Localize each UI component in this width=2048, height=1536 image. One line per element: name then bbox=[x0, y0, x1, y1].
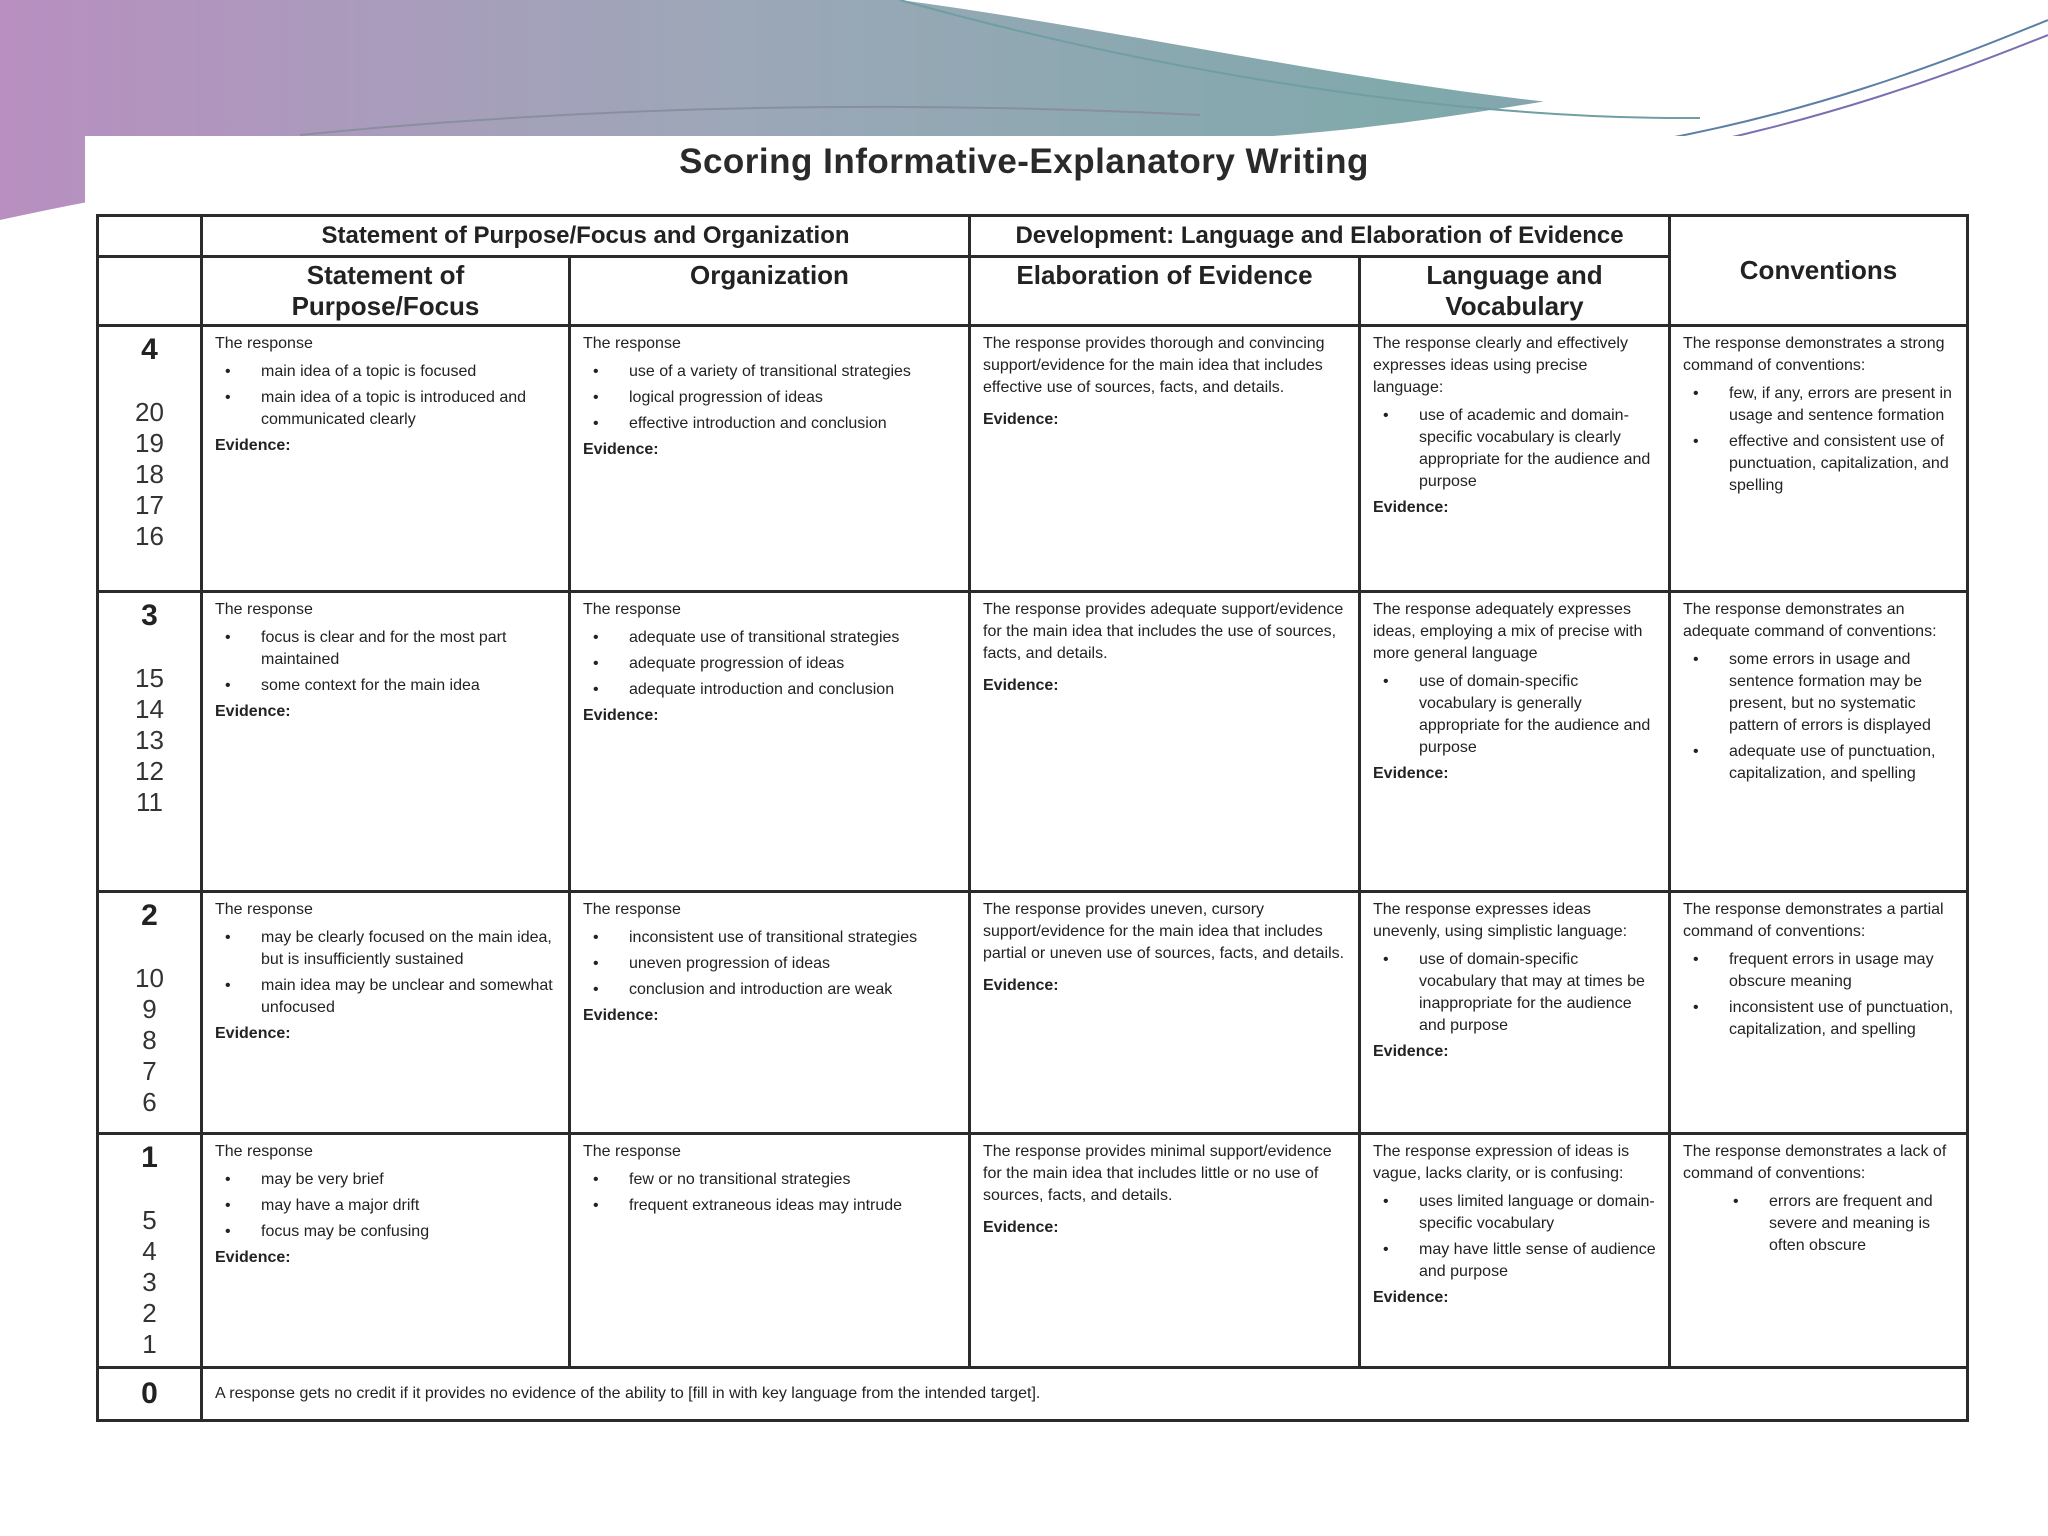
conventions-cell bbox=[1670, 326, 1968, 592]
elaboration-cell bbox=[970, 326, 1360, 592]
bullet-list bbox=[1373, 949, 1656, 1037]
cell-lead: The response bbox=[583, 335, 681, 352]
list-item: • adequate use of transitional strategies bbox=[583, 627, 956, 649]
cell-lead: The response provides adequate support/evidence for the main idea that includes the use of sources, facts, and details. bbox=[983, 601, 1344, 662]
evidence-label: Evidence: bbox=[1373, 1289, 1449, 1306]
list-item: • some context for the main idea bbox=[215, 675, 556, 697]
column-header-elaboration: Elaboration of Evidence bbox=[970, 257, 1360, 326]
elaboration-cell bbox=[970, 892, 1360, 1134]
score-cell bbox=[98, 892, 202, 1134]
column-header-conventions: Conventions bbox=[1670, 216, 1968, 326]
cell-lead: The response adequately expresses ideas, employing a mix of precise with more general language bbox=[1373, 601, 1643, 662]
cell-lead: The response demonstrates a lack of command of conventions: bbox=[1683, 1143, 1947, 1182]
purpose-cell bbox=[202, 326, 570, 592]
point-value: 15 bbox=[135, 663, 164, 693]
table-row bbox=[98, 326, 1968, 592]
bullet-list bbox=[1683, 949, 1954, 1041]
point-value: 10 bbox=[135, 963, 164, 993]
score-cell bbox=[98, 326, 202, 592]
score-value: 4 bbox=[141, 333, 158, 366]
list-item: • may have a major drift bbox=[215, 1195, 556, 1217]
point-value: 14 bbox=[135, 694, 164, 724]
bullet-list bbox=[1683, 383, 1954, 497]
list-item: • use of a variety of transitional strategies bbox=[583, 361, 956, 383]
conventions-cell bbox=[1670, 892, 1968, 1134]
cell-lead: The response bbox=[215, 901, 313, 918]
list-item: • focus is clear and for the most part maintained bbox=[215, 627, 556, 671]
table-row bbox=[98, 592, 1968, 892]
list-item: • few or no transitional strategies bbox=[583, 1169, 956, 1191]
cell-lead: The response provides uneven, cursory support/evidence for the main idea that includes partial or uneven use of sources, facts, and details. bbox=[983, 901, 1345, 962]
evidence-label: Evidence: bbox=[1373, 765, 1449, 782]
purpose-cell bbox=[202, 592, 570, 892]
point-value: 19 bbox=[135, 428, 164, 458]
organization-cell bbox=[570, 892, 970, 1134]
list-item: • main idea of a topic is focused bbox=[215, 361, 556, 383]
evidence-label: Evidence: bbox=[983, 977, 1059, 994]
bullet-list bbox=[215, 361, 556, 431]
list-item: • uneven progression of ideas bbox=[583, 953, 956, 975]
point-value: 8 bbox=[142, 1025, 157, 1055]
point-value: 16 bbox=[135, 521, 164, 551]
list-item: • main idea may be unclear and somewhat unfocused bbox=[215, 975, 556, 1019]
organization-cell bbox=[570, 326, 970, 592]
evidence-label: Evidence: bbox=[983, 1219, 1059, 1236]
bullet-list bbox=[583, 1169, 956, 1217]
purpose-cell bbox=[202, 1134, 570, 1368]
list-item: • effective and consistent use of punctuation, capitalization, and spelling bbox=[1683, 431, 1954, 497]
list-item: • errors are frequent and severe and meaning is often obscure bbox=[1723, 1191, 1954, 1257]
list-item: • logical progression of ideas bbox=[583, 387, 956, 409]
cell-lead: The response clearly and effectively expresses ideas using precise language: bbox=[1373, 335, 1628, 396]
bullet-list bbox=[1683, 649, 1954, 785]
evidence-label: Evidence: bbox=[1373, 499, 1449, 516]
cell-lead: The response bbox=[583, 1143, 681, 1160]
point-value: 9 bbox=[142, 994, 157, 1024]
bullet-list bbox=[583, 627, 956, 701]
language-cell bbox=[1360, 326, 1670, 592]
point-value: 6 bbox=[142, 1087, 157, 1117]
elaboration-cell bbox=[970, 1134, 1360, 1368]
list-item: • some errors in usage and sentence formation may be present, but no systematic pattern of errors is displayed bbox=[1683, 649, 1954, 737]
list-item: • frequent extraneous ideas may intrude bbox=[583, 1195, 956, 1217]
scoring-rubric-table bbox=[96, 214, 1969, 1422]
point-value: 2 bbox=[142, 1298, 157, 1328]
cell-lead: The response bbox=[215, 335, 313, 352]
list-item: • use of academic and domain-specific vocabulary is clearly appropriate for the audience and purpose bbox=[1373, 405, 1656, 493]
organization-cell bbox=[570, 592, 970, 892]
cell-lead: The response demonstrates a strong command of conventions: bbox=[1683, 335, 1945, 374]
list-item: • use of domain-specific vocabulary that may at times be inappropriate for the audience and purpose bbox=[1373, 949, 1656, 1037]
list-item: • few, if any, errors are present in usage and sentence formation bbox=[1683, 383, 1954, 427]
score-value: 1 bbox=[141, 1141, 158, 1174]
list-item: • uses limited language or domain-specific vocabulary bbox=[1373, 1191, 1656, 1235]
cell-lead: The response provides minimal support/evidence for the main idea that includes little or no use of sources, facts, and details. bbox=[983, 1143, 1332, 1204]
list-item: • may be clearly focused on the main idea, but is insufficiently sustained bbox=[215, 927, 556, 971]
group-header-row bbox=[98, 216, 1968, 257]
evidence-label: Evidence: bbox=[583, 441, 659, 458]
conventions-cell bbox=[1670, 1134, 1968, 1368]
score-value: 2 bbox=[141, 899, 158, 932]
evidence-label: Evidence: bbox=[583, 707, 659, 724]
group-header-development: Development: Language and Elaboration of Evidence bbox=[970, 216, 1670, 257]
bullet-list bbox=[1373, 1191, 1656, 1283]
evidence-label: Evidence: bbox=[215, 1249, 291, 1266]
zero-score-description: A response gets no credit if it provides no evidence of the ability to [fill in with key language from the intended target]. bbox=[202, 1368, 1968, 1421]
cell-lead: The response bbox=[215, 601, 313, 618]
table-row bbox=[98, 1134, 1968, 1368]
elaboration-cell bbox=[970, 592, 1360, 892]
cell-lead: The response demonstrates a partial command of conventions: bbox=[1683, 901, 1944, 940]
cell-lead: The response expresses ideas unevenly, using simplistic language: bbox=[1373, 901, 1628, 940]
cell-lead: The response bbox=[215, 1143, 313, 1160]
score-cell bbox=[98, 1134, 202, 1368]
point-value: 4 bbox=[142, 1236, 157, 1266]
bullet-list bbox=[1373, 671, 1656, 759]
point-value: 20 bbox=[135, 397, 164, 427]
bullet-list bbox=[215, 627, 556, 697]
point-value: 7 bbox=[142, 1056, 157, 1086]
evidence-label: Evidence: bbox=[583, 1007, 659, 1024]
cell-lead: The response bbox=[583, 601, 681, 618]
evidence-label: Evidence: bbox=[215, 703, 291, 720]
list-item: • inconsistent use of transitional strategies bbox=[583, 927, 956, 949]
list-item: • effective introduction and conclusion bbox=[583, 413, 956, 435]
point-value: 12 bbox=[135, 756, 164, 786]
bullet-list bbox=[1683, 1191, 1954, 1257]
evidence-label: Evidence: bbox=[1373, 1043, 1449, 1060]
point-value: 11 bbox=[136, 787, 163, 817]
list-item: • may have little sense of audience and purpose bbox=[1373, 1239, 1656, 1283]
column-header-purpose: Statement of Purpose/Focus bbox=[202, 257, 570, 326]
score-value: 0 bbox=[141, 1377, 158, 1410]
group-header-purpose-organization: Statement of Purpose/Focus and Organization bbox=[202, 216, 970, 257]
list-item: • adequate introduction and conclusion bbox=[583, 679, 956, 701]
cell-lead: The response expression of ideas is vague, lacks clarity, or is confusing: bbox=[1373, 1143, 1630, 1182]
language-cell bbox=[1360, 892, 1670, 1134]
list-item: • conclusion and introduction are weak bbox=[583, 979, 956, 1001]
cell-lead: The response bbox=[583, 901, 681, 918]
cell-lead: The response provides thorough and convincing support/evidence for the main idea that includes effective use of sources, facts, and details. bbox=[983, 335, 1325, 396]
list-item: • use of domain-specific vocabulary is generally appropriate for the audience and purpose bbox=[1373, 671, 1656, 759]
list-item: • inconsistent use of punctuation, capitalization, and spelling bbox=[1683, 997, 1954, 1041]
conventions-cell bbox=[1670, 592, 1968, 892]
organization-cell bbox=[570, 1134, 970, 1368]
bullet-list bbox=[215, 1169, 556, 1243]
point-value: 13 bbox=[135, 725, 164, 755]
column-header-language: Language and Vocabulary bbox=[1360, 257, 1670, 326]
table-row bbox=[98, 892, 1968, 1134]
score-cell bbox=[98, 592, 202, 892]
bullet-list bbox=[1373, 405, 1656, 493]
score-cell bbox=[98, 1368, 202, 1421]
point-value: 1 bbox=[142, 1329, 157, 1359]
bullet-list bbox=[215, 927, 556, 1019]
list-item: • may be very brief bbox=[215, 1169, 556, 1191]
column-header-organization: Organization bbox=[570, 257, 970, 326]
point-value: 17 bbox=[135, 490, 164, 520]
bullet-list bbox=[583, 927, 956, 1001]
evidence-label: Evidence: bbox=[983, 677, 1059, 694]
cell-lead: The response demonstrates an adequate command of conventions: bbox=[1683, 601, 1937, 640]
list-item: • adequate use of punctuation, capitalization, and spelling bbox=[1683, 741, 1954, 785]
page-title: Scoring Informative-Explanatory Writing bbox=[679, 142, 1369, 181]
purpose-cell bbox=[202, 892, 570, 1134]
point-value: 18 bbox=[135, 459, 164, 489]
corner-cell bbox=[98, 216, 202, 257]
language-cell bbox=[1360, 592, 1670, 892]
table-row-zero bbox=[98, 1368, 1968, 1421]
corner-cell bbox=[98, 257, 202, 326]
list-item: • focus may be confusing bbox=[215, 1221, 556, 1243]
list-item: • main idea of a topic is introduced and communicated clearly bbox=[215, 387, 556, 431]
evidence-label: Evidence: bbox=[215, 1025, 291, 1042]
bullet-list bbox=[583, 361, 956, 435]
list-item: • frequent errors in usage may obscure meaning bbox=[1683, 949, 1954, 993]
score-value: 3 bbox=[141, 599, 158, 632]
list-item: • adequate progression of ideas bbox=[583, 653, 956, 675]
evidence-label: Evidence: bbox=[983, 411, 1059, 428]
point-value: 3 bbox=[142, 1267, 157, 1297]
language-cell bbox=[1360, 1134, 1670, 1368]
evidence-label: Evidence: bbox=[215, 437, 291, 454]
point-value: 5 bbox=[142, 1205, 157, 1235]
